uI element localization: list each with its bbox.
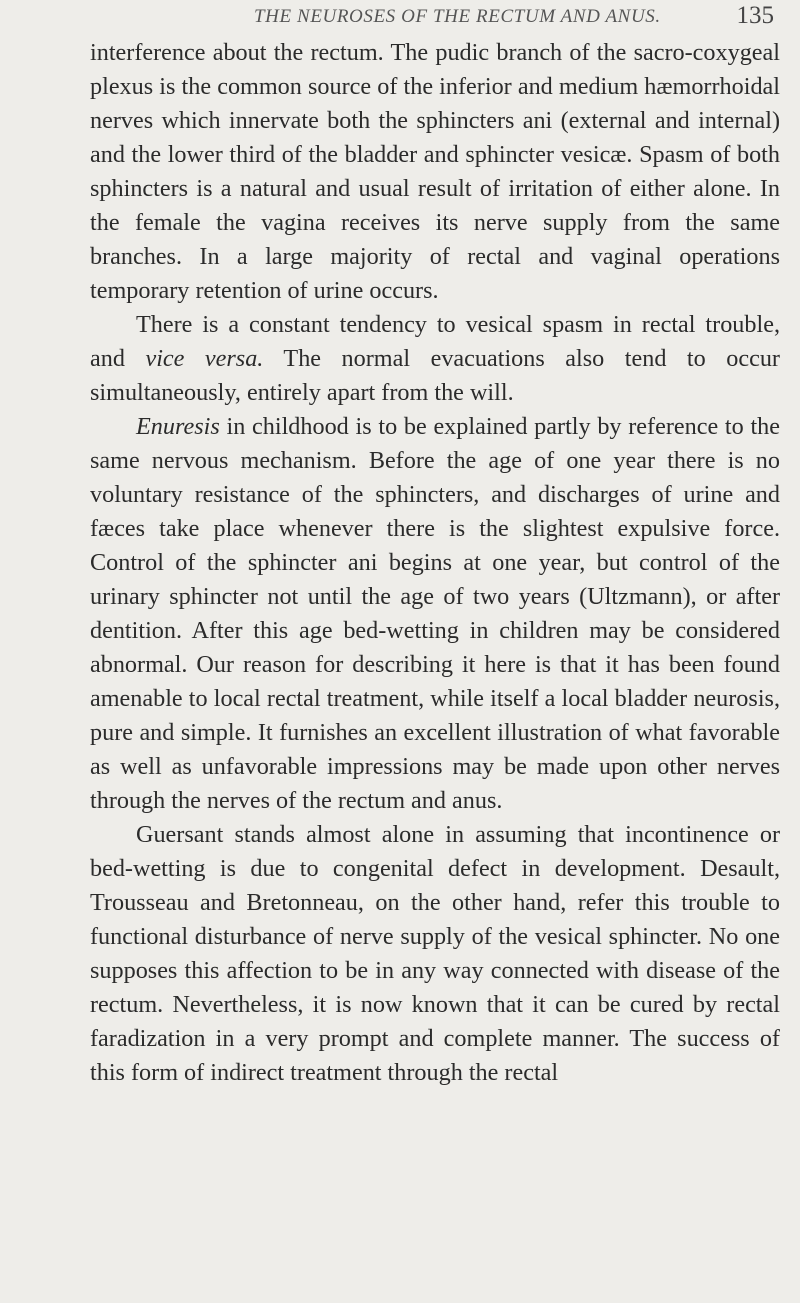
body-text (90, 36, 780, 1090)
italic-phrase-vice-versa: vice versa. (145, 345, 264, 372)
page-number: 135 (736, 2, 774, 29)
paragraph-vesical-spasm (90, 308, 780, 410)
paragraph-text: The normal evacuations also tend to occur simultaneously, entirely apart from the will. (90, 345, 780, 406)
paragraph-text: in childhood is to be explained partly by reference to the same nervous mechanism. Before the age of one year there is no voluntary resistance of the sphincters, and discharges of urine and fæces take place whenever there is the slightest expulsive force. Control of the sphincter ani begins at one year, but control of the urinary sphincter not until the age of two years (Ultzmann), or after dentition. After this age bed-wetting in children may be considered abnormal. Our reason for describing it here is that it has been found amenable to local rectal treatment, while itself a local bladder neurosis, pure and simple. It furnishes an excellent illustration of what favorable as well as unfavorable impressions may be made upon other nerves through the nerves of the rectum and anus. (90, 413, 780, 814)
running-title: THE NEUROSES OF THE RECTUM AND ANUS. (254, 6, 661, 27)
paragraph-continued: interference about the rectum. The pudic branch of the sacro-coxygeal plexus is the common source of the inferior and medium hæmorrhoidal nerves which innervate both the sphincters ani (external and internal) and the lower third of the bladder and sphincter vesicæ. Spasm of both sphincters is a natural and usual result of irritation of either alone. In the female the vagina receives its nerve supply from the same branches. In a large majority of rectal and vaginal operations temporary retention of urine occurs. (90, 39, 780, 304)
paragraph-text: There is a constant tendency to vesical spasm in rectal trouble, and (90, 311, 780, 372)
italic-term-enuresis: Enuresis (136, 413, 220, 440)
paragraph-guersant: Guersant stands almost alone in assuming that incontinence or bed-wetting is due to congenital defect in development. Desault, Trousseau and Bretonneau, on the other hand, refer this trouble to functional disturbance of nerve supply of the vesical sphincter. No one supposes this affection to be in any way connected with disease of the rectum. Nevertheless, it is now known that it can be cured by rectal faradization in a very prompt and complete manner. The success of this form of indirect treatment through the rectal (90, 821, 780, 1086)
running-head (254, 0, 774, 36)
paragraph-enuresis (90, 410, 780, 818)
